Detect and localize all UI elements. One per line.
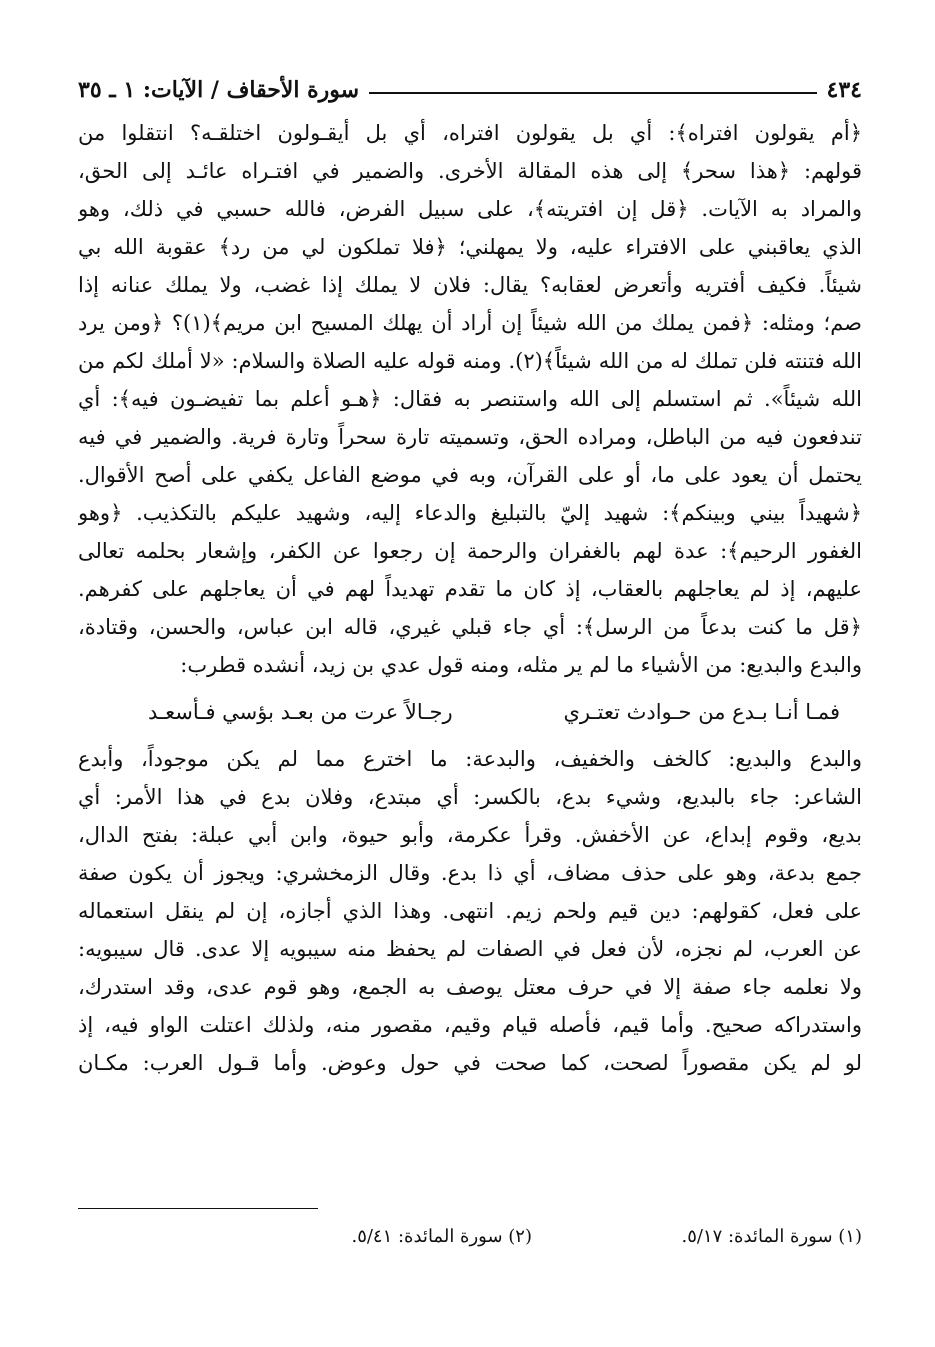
page-header [78, 72, 862, 108]
text-line: الله فتنته فلن تملك له من الله شيئاً﴾(٢). ومنه قوله عليه الصلاة والسلام: «لا أملك لكم من [78, 349, 862, 373]
text-line: والبدع والبديع: كالخف والخفيف، والبدعة: ما اخترع مما لم يكن موجوداً، وأبدع [78, 747, 862, 771]
text-line: بديع، وقوم إبداع، عن الأخفش. وقرأ عكرمة، وأبو حيوة، وابن أبي عبلة: بفتح الدال، [78, 823, 862, 847]
running-title: سورة الأحقاف / الآيات: ١ ـ ٣٥ [78, 77, 360, 103]
main-text [78, 114, 862, 1082]
footnote-divider [78, 1208, 318, 1209]
text-line: الله شيئاً». ثم استسلم إلى الله واستنصر به فقال: ﴿هـو أعلم بما تفيضـون فيه﴾: أي [78, 387, 862, 411]
text-line: يحتمل أن يعود على ما، أو على القرآن، وبه في موضع الفاعل يكفي على أصح الأقوال. [78, 463, 862, 487]
text-line: ﴿شهيداً بيني وبينكم﴾: شهيد إليّ بالتبليغ والدعاء إليه، وشهيد عليكم بالتكذيب. ﴿وهو [78, 501, 862, 525]
text-line: والمراد به الآيات. ﴿قل إن افتريته﴾، على سبيل الفرض، فالله حسبي في ذلك، وهو [78, 197, 862, 221]
text-line: على فعل، كقولهم: دين قيم ولحم زيم. انتهى. وهذا الذي أجازه، إن لم ينقل استعماله [78, 899, 862, 923]
poetry-verse [78, 684, 862, 740]
text-line: واستدراكه صحيح. وأما قيم، فأصله قيام وقيم، مقصور منه، ولذلك اعتلت الواو فيه، إذ [78, 1013, 862, 1037]
text-line: صم؛ ومثله: ﴿فمن يملك من الله شيئاً إن أراد أن يهلك المسيح ابن مريم﴾(١)؟ ﴿ومن يرد [78, 311, 862, 335]
footnotes [78, 1222, 862, 1252]
footnote-1: (١) سورة المائدة: ٥/١٧. [681, 1226, 862, 1247]
page-number: ٤٣٤ [826, 77, 862, 103]
text-line: لو لم يكن مقصوراً لصحت، كما صحت في حول وعوض. وأما قـول العرب: مكـان [78, 1051, 862, 1075]
book-page [78, 72, 862, 1247]
text-line: ولا نعلمه جاء صفة إلا في حرف معتل يوصف به الجمع، وهو قوم عدى، وقد استدرك، [78, 975, 862, 999]
text-line: ﴿قل ما كنت بدعاً من الرسل﴾: أي جاء قبلي غيري، قاله ابن عباس، والحسن، وقتادة، [78, 615, 862, 639]
text-line: جمع بدعة، وهو على حذف مضاف، أي ذا بدع. وقال الزمخشري: ويجوز أن يكون صفة [78, 861, 862, 885]
text-line: الذي يعاقبني على الافتراء عليه، ولا يمهلني؛ ﴿فلا تملكون لي من رد﴾ عقوبة الله بي [78, 235, 862, 259]
footnote-2: (٢) سورة المائدة: ٥/٤١. [351, 1226, 532, 1247]
text-line: الغفور الرحيم﴾: عدة لهم بالغفران والرحمة إن رجعوا عن الكفر، وإشعار بحلمه تعالى [78, 539, 862, 563]
text-line: والبدع والبديع: من الأشياء ما لم ير مثله، ومنه قول عدي بن زيد، أنشده قطرب: [180, 653, 862, 677]
verse-second-hemistich: رجـالاً عرت من بعـد بؤسي فـأسعـد [148, 700, 453, 724]
text-line: شيئاً. فكيف أفتريه وأتعرض لعقابه؟ يقال: فلان لا يملك إذا غضب، ولا يملك عنانه إذا [78, 273, 862, 297]
text-line: قولهم: ﴿هذا سحر﴾ إلى هذه المقالة الأخرى. والضمير في افتـراه عائـد إلى الحق، [78, 159, 862, 183]
text-line: الشاعر: جاء بالبديع، وشيء بدع، بالكسر: أي مبتدع، وفلان بدع في هذا الأمر: أي [78, 785, 862, 809]
text-line: تندفعون فيه من الباطل، ومراده الحق، وتسميته تارة سحراً وتارة فرية. والضمير في فيه [78, 425, 862, 449]
text-line: عليهم، إذ لم يعاجلهم بالعقاب، إذ كان ما تقدم تهديداً لهم في أن يعاجلهم على كفرهم. [78, 577, 862, 601]
text-line: ﴿أم يقولون افتراه﴾: أي بل يقولون افتراه، أي بل أيقـولون اختلقـه؟ انتقلوا من [78, 121, 862, 145]
verse-first-hemistich: فمـا أنـا بـدع من حـوادث تعتـري [563, 700, 840, 724]
header-rule [369, 92, 816, 94]
text-line: عن العرب، لم نجزه، لأن فعل في الصفات لم يحفظ منه سيبويه إلا عدى. قال سيبويه: [78, 937, 862, 961]
